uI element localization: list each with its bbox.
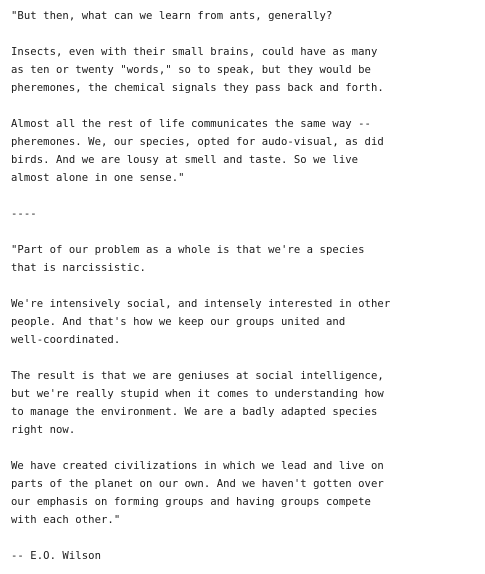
paragraph-social: We're intensively social, and intensely interested in other people. And that's how we keep our groups united and well-coordinated.: [11, 298, 391, 346]
paragraph-insects-words: Insects, even with their small brains, could have as many as ten or twenty "words," so to speak, but they would be pheremones, the chemical signals they pass back and forth.: [11, 46, 384, 94]
paragraph-narcissistic: "Part of our problem as a whole is that we're a species that is narcissistic.: [11, 244, 365, 274]
paragraph-ants-question: "But then, what can we learn from ants, generally?: [11, 10, 333, 22]
paragraph-civilizations: We have created civilizations in which we lead and live on parts of the planet on our own. And we haven't gotten over our emphasis on forming groups and having groups compete with each other.": [11, 460, 384, 526]
paragraph-pheremones: Almost all the rest of life communicates the same way -- pheremones. We, our species, opted for audo-visual, as did birds. And we are lousy at smell and taste. So we live almost alone in one sense.": [11, 118, 384, 184]
paragraph-social-intelligence: The result is that we are geniuses at social intelligence, but we're really stupid when it comes to understanding how to manage the environment. We are a badly adapted species right now.: [11, 370, 384, 436]
attribution: -- E.O. Wilson: [11, 550, 101, 562]
quote-document: [11, 7, 481, 565]
section-separator: ----: [11, 208, 37, 220]
